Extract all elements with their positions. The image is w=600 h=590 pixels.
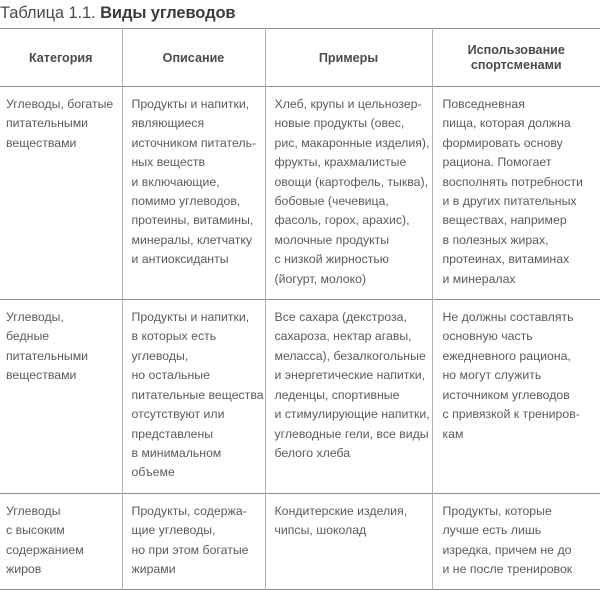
cell-usage [432, 493, 600, 590]
text-line: формировать основу [442, 135, 563, 150]
text-line: кам [442, 426, 464, 441]
text-line: минералы, клетчатку [131, 232, 253, 247]
column-header-description [122, 29, 265, 87]
text-line: в которых есть [131, 329, 217, 344]
cell-category [0, 87, 122, 300]
text-line: протеинах, витаминах [442, 252, 570, 267]
text-line: основную часть [442, 329, 533, 344]
text-line: питательными [6, 348, 89, 363]
text-line: с высоким [6, 523, 65, 538]
cell-usage [432, 300, 600, 494]
text-line: сахароза, нектар агавы, [274, 329, 412, 344]
header-line: Категория [28, 50, 93, 65]
text-line: овощи (картофель, тыква), [274, 174, 429, 189]
cell-category [0, 493, 122, 590]
text-line: фрукты, крахмалистые [274, 155, 407, 170]
text-line: меласса), безалкогольные [274, 348, 426, 363]
text-line: Продукты и напитки, [131, 97, 250, 111]
text-line: чипсы, шоколад [274, 523, 367, 538]
text-line: веществах, например [442, 213, 567, 228]
text-line: фасоль, горох, арахис), [274, 213, 410, 228]
text-line: щие углеводы, [131, 523, 216, 538]
cell-description [122, 493, 265, 590]
text-line: леденцы, спортивные [274, 387, 400, 402]
header-line: спортсменами [470, 58, 562, 72]
table-header [0, 29, 600, 87]
text-line: новые продукты (овес, [274, 116, 405, 131]
text-line: Продукты, содержа- [131, 503, 247, 518]
text-line: и антиоксиданты [131, 252, 229, 267]
text-line: и не после тренировок [442, 561, 573, 576]
text-line: Не должны составлять [442, 310, 574, 325]
text-line: Углеводы, [6, 310, 64, 325]
text-line: но могут служить [442, 368, 542, 383]
text-line: ных веществ [131, 155, 206, 170]
cell-description [122, 300, 265, 494]
header-line: Описание [162, 50, 225, 65]
text-line: но остальные [131, 368, 210, 383]
text-line: углеводы, [131, 348, 189, 363]
text-line: отсутствуют или [131, 407, 225, 422]
text-line: источником питатель- [131, 135, 257, 150]
text-line: источником углеводов [442, 387, 570, 402]
text-line: восполнять потребности [442, 174, 583, 189]
cell-examples [265, 493, 432, 590]
text-line: Углеводы [6, 503, 61, 518]
text-line: (йогурт, молоко) [274, 271, 367, 286]
text-line: жирами [131, 561, 176, 576]
column-header-category [0, 29, 122, 87]
text-line: с привязкой к трениров- [442, 407, 580, 422]
table-row [0, 300, 600, 494]
column-header-usage-by-athletes [432, 29, 600, 87]
text-line: бобовые (чечевица, [274, 194, 389, 209]
text-line: бедные [6, 329, 50, 344]
text-line: Хлеб, крупы и цельнозер- [274, 97, 422, 111]
text-line: лучше есть лишь [442, 523, 542, 538]
carbohydrate-types-table [0, 28, 600, 590]
text-line: и включающие, [131, 174, 220, 189]
table-body [0, 87, 600, 590]
header-line: Использование [467, 43, 565, 57]
text-line: питательные вещества [131, 387, 264, 402]
text-line: и минералах [442, 271, 516, 286]
caption-title: Виды углеводов [100, 4, 236, 22]
cell-examples [265, 300, 432, 494]
caption-number: Таблица 1.1. [0, 4, 96, 22]
text-line: с низкой жирностью [274, 252, 389, 267]
text-line: ежедневного рациона, [442, 348, 571, 363]
table-row [0, 493, 600, 590]
text-line: изредка, причем не до [442, 542, 572, 557]
text-line: и энергетические напитки, [274, 368, 426, 383]
text-line: Продукты, которые [442, 503, 552, 518]
text-line: и стимулирующие напитки, [274, 407, 430, 422]
table-caption [0, 1, 235, 26]
text-line: протеины, витамины, [131, 213, 254, 228]
text-line: пища, которая должна [442, 116, 571, 131]
header-row [0, 29, 600, 87]
column-header-examples [265, 29, 432, 87]
text-line: содержанием [6, 542, 84, 557]
cell-description [122, 87, 265, 300]
text-line: и в других питательных [442, 194, 577, 209]
text-line: объеме [131, 465, 175, 480]
text-line: Углеводы, богатые [6, 97, 114, 111]
text-line: в полезных жирах, [442, 232, 549, 247]
text-line: белого хлеба [274, 445, 351, 460]
table-row [0, 87, 600, 300]
text-line: веществами [6, 135, 77, 150]
text-line: веществами [6, 368, 77, 383]
text-line: являющиеся [131, 116, 205, 131]
text-line: рациона. Помогает [442, 155, 552, 170]
text-line: Продукты и напитки, [131, 310, 250, 325]
text-line: углеводные гели, все виды [274, 426, 429, 441]
text-line: Кондитерские изделия, [274, 503, 408, 518]
text-line: рис, макаронные изделия), [274, 135, 430, 150]
text-line: представлены [131, 426, 214, 441]
header-line: Примеры [318, 50, 379, 65]
text-line: в минимальном [131, 445, 222, 460]
text-line: питательными [6, 116, 89, 131]
cell-examples [265, 87, 432, 300]
text-line: молочные продукты [274, 232, 390, 247]
text-line: помимо углеводов, [131, 194, 241, 209]
text-line: жиров [6, 561, 42, 576]
text-line: Все сахара (декстроза, [274, 310, 407, 325]
cell-usage [432, 87, 600, 300]
cell-category [0, 300, 122, 494]
text-line: но при этом богатые [131, 542, 249, 557]
text-line: Повседневная [442, 97, 525, 111]
